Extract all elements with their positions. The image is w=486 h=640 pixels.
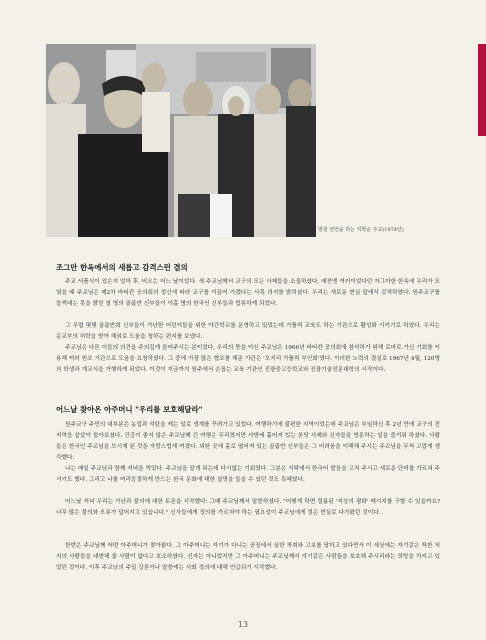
paragraph: 주교 서품식이 있은지 얼마 후, 비오는 어느 날이었다. 새 주교님께서 교구의 모든 사제들을 소집하셨다. 예전엔 여러이었다던 자그마한 한옥에 우리가 모였을 때 주교님은 제2차 바티칸 공의회의 정신에 따라 교구를 이끌어 가겠다는 사목 의지를 밝히셨다. 우리는 새로운 현실 앞에서 감격하였다. 원주교구를 들썩대는 못을 밝힌 열 명의 골롬반 신부들이 아홉 명의 한국인 신부들과 합류하게 되었다. [56,279,440,307]
event-photo [46,44,316,237]
paragraph: 원주교구 주민의 대부분은 농업과 석탄을 캐는 일로 생계를 꾸려가고 있었다. 여행하기에 불편한 지역이었는데 주교님은 부임하신 후 2년 만에 교구의 전지역을 샅샅이 돌아보셨다. 건강이 좋지 않은 주교님께 긴 여행은 무리였지만 사방에 흩어져 있는 본당 사제와 신자들을 방문하는 일을 즐거워 하셨다. 사람들은 한국인 주교님을 모시게 된 것을 자랑스럽게 여겼다. 외딴 곳에 홀로 떨어져 있는 골롬반 신부들은 그 어려움을 이해해 주시는 주교님을 무척 고맙게 생각했다. [56,422,440,461]
paragraph: 그 무렵 몇몇 골롬반회 신부들이 가난한 어린이들을 위한 야간학교를 운영하고 있었는데 가톨릭 교육도 하는 기관으로 활성화 시키기로 하였다. 우리는 문교부의 허락을 받아 해외로 도움을 청하는 편지를 보냈다. [56,323,440,340]
accent-bar [478,44,486,136]
section-heading: 조그만 한옥에서의 새롭고 감격스런 결의 [56,263,188,272]
paragraph: 어느날 저녁 우리는 가난과 불의에 대한 토론을 시작했다. 그때 주교님께서 말씀하셨다. "어떻게 하면 절름된 '지상의 평화' 메시지를 구할 수 있을까요? 너무 많은 불의와 오류가 덮어지고 있습니다." 신자들에게 정의를 가르쳐야 하는 필요성이 주교님에게 절은 현실로 다가왔던 것이다. [56,499,440,516]
paragraph: 한번은 주교님께 어떤 아주머니가 찾아왔다. 그 아주머니는 자기가 다니는 공장에서 심한 착취와 고초를 당하고 있다면서 이 세상에는 자기같은 딱한 처지의 사람들을 대변해 줄 사람이 없다고 호소하였다. 신자는 아니었지만 그 아주머니는 주교님께서 자기같은 사람들을 보호해 주시리라는 희망을 가지고 있었던 것이다. 이후 주교님의 주일 강론이나 말씀에는 사회 정의에 대해 언급되기 시작했다. [56,543,440,571]
page-number: 13 [237,620,249,629]
photo-illustration [46,44,316,237]
photo-caption: 방침 선언을 하는 지학순 주교(1974년) [318,227,404,233]
paragraph: 나는 매일 주교님과 함께 저녁을 먹었다. 주교님을 알게 되는데 다시없는 기회였다. 그분은 식탁에서 한국어 발음을 고쳐 주시고 새로운 단어를 가르쳐 주시기도 했다. 그리고 나를 어리둥절하게 만드는 한국 문화에 대한 설명을 들을 수 있던 것도 특혜였다. [56,466,440,483]
section-heading: 어느날 찾아온 아주머니 "우리를 보호해달라" [56,405,203,414]
paragraph: 주교님은 다른 이들의 의견을 주의깊게 들어주시는 분이었다. 우리의 뜻을 아신 주교님은 1966년 바티칸 공의회에 참석하기 위해 로마로 가신 기회를 이용해 여러 원조 기관으로 도움을 요청하셨다. 그 중에 가장 많은 협조를 해준 기관은 '오지리 가톨릭 부인회'였다. 이러한 노력의 결실로 1967년 4월, 120명의 학생과 개교식을 거행하게 되었다. 이것이 지금까지 원주에서 손꼽는 교육 기관인 진광중고등학교와 진광기술전문대학의 시작이다. [56,345,440,373]
